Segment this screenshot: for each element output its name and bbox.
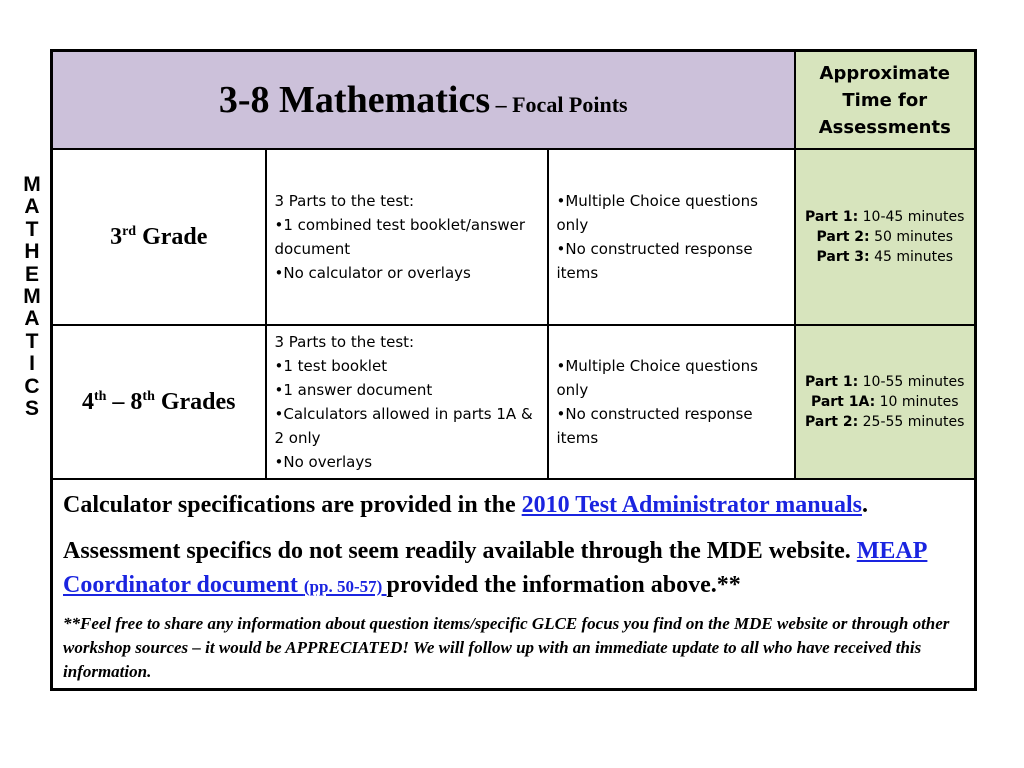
list-item: •1 answer document: [274, 381, 433, 399]
table-row-grade-4-8: [52, 325, 976, 479]
footer-row: [52, 479, 976, 690]
meap-coordinator-link[interactable]: MEAP Coordinator document (pp. 50-57): [63, 538, 928, 598]
side-letter: A: [24, 195, 40, 219]
list-item: •Calculators allowed in parts 1A & 2 only: [274, 405, 533, 447]
list-item: •No constructed response items: [556, 405, 753, 447]
side-letter: E: [24, 262, 39, 286]
table-row-grade-3: [52, 149, 976, 325]
side-letter: H: [24, 240, 40, 264]
time-header-line: Approximate: [819, 62, 950, 84]
footer-notes: [52, 479, 976, 690]
list-item: •No overlays: [274, 453, 373, 471]
side-letter: T: [25, 217, 39, 241]
grade-label: 3rd Grade: [52, 149, 266, 325]
grade-label: 4th – 8th Grades: [52, 325, 266, 479]
time-line: Part 1: 10-45 minutes: [805, 209, 965, 225]
time-line: Part 2: 25-55 minutes: [805, 414, 965, 430]
test-parts-cell: [266, 325, 548, 479]
share-note: **Feel free to share any information about question items/specific GLCE focus you find on the MDE website or through other workshop sources – it would be APPRECIATED! We will follow up with an immediate update to all who have received this information.: [63, 614, 950, 681]
time-header-line: Time for: [842, 89, 928, 111]
time-line: Part 1: 10-55 minutes: [805, 374, 965, 390]
side-letter: M: [23, 285, 41, 309]
header-row: [52, 51, 976, 150]
time-header: [795, 51, 976, 150]
time-cell: [795, 325, 976, 479]
list-item: 3 Parts to the test:: [274, 333, 415, 351]
side-letter: S: [24, 397, 39, 421]
list-item: •No calculator or overlays: [274, 264, 471, 282]
list-item: 3 Parts to the test:: [274, 192, 415, 210]
side-letter: M: [23, 173, 41, 196]
list-item: •Multiple Choice questions only: [556, 357, 758, 399]
calculator-note: Calculator specifications are provided in the 2010 Test Administrator manuals.: [63, 492, 868, 518]
side-letter: I: [29, 352, 35, 376]
page-title: [52, 51, 795, 150]
side-label-mathematics: [18, 174, 46, 420]
time-cell: [795, 149, 976, 325]
list-item: •No constructed response items: [556, 240, 753, 282]
side-letter: C: [24, 374, 40, 398]
time-line: Part 2: 50 minutes: [816, 229, 954, 245]
assessment-table: [50, 49, 977, 691]
list-item: •1 test booklet: [274, 357, 388, 375]
test-parts-cell: [266, 149, 548, 325]
time-header-line: Assessments: [818, 116, 951, 138]
assessment-note: Assessment specifics do not seem readily available through the MDE website. MEAP Coordinator document (pp. 50-57) provided the information above.**: [63, 538, 928, 598]
side-letter: T: [25, 329, 39, 353]
time-line: Part 1A: 10 minutes: [810, 394, 959, 410]
title-sub: – Focal Points: [490, 92, 628, 117]
list-item: •Multiple Choice questions only: [556, 192, 758, 234]
title-main: 3-8 Mathematics: [218, 79, 491, 121]
test-admin-manuals-link[interactable]: 2010 Test Administrator manuals: [521, 492, 862, 518]
side-letter: A: [24, 307, 40, 331]
question-types-cell: [548, 325, 795, 479]
time-line: Part 3: 45 minutes: [816, 249, 954, 265]
question-types-cell: [548, 149, 795, 325]
list-item: •1 combined test booklet/answer document: [274, 216, 526, 258]
